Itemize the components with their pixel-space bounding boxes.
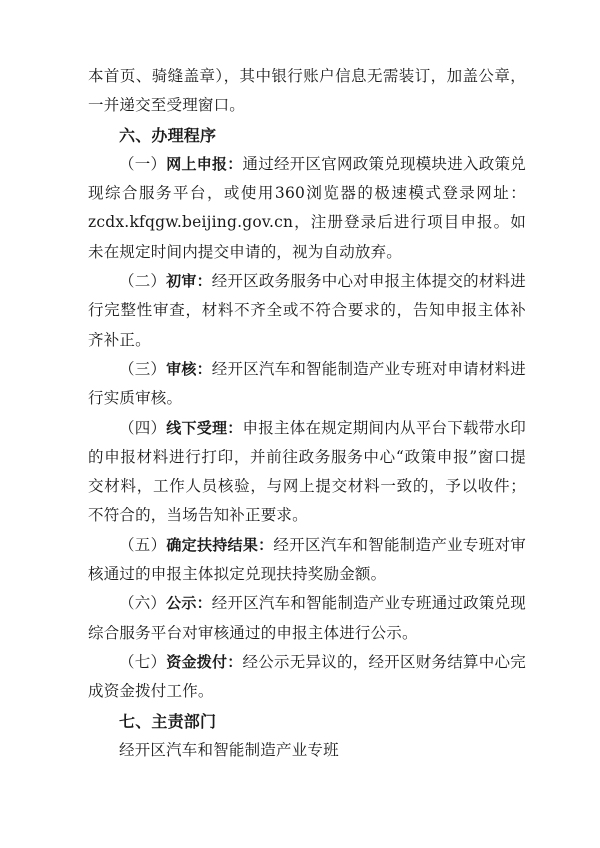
step-colon: ： (227, 418, 243, 437)
step-colon: ： (258, 535, 274, 554)
step-number: （三） (119, 359, 167, 378)
step-term: 确定扶持结果 (166, 535, 259, 554)
step-term: 资金拨付 (166, 652, 228, 671)
document-body (88, 62, 526, 765)
step-text: 经开区汽车和智能制造产业专班对申请材料进行实质审核。 (88, 359, 526, 408)
step-paragraph-offline-acceptance (88, 414, 526, 531)
step-number: （一） (119, 154, 167, 173)
step-text: 经公示无异议的，经开区财务结算中心完成资金拨付工作。 (88, 652, 527, 701)
step-colon: ： (227, 652, 243, 671)
step-colon: ： (227, 154, 243, 173)
step-paragraph-fund-disbursement (88, 648, 526, 707)
step-term: 线下受理 (166, 418, 228, 437)
step-text: 经开区汽车和智能制造产业专班通过政策兑现综合服务平台对审核通过的申报主体进行公示。 (88, 594, 526, 642)
website-url: zcdx.kfqgw.beijing.gov.cn (88, 213, 294, 232)
intro-paragraph: 本首页、骑缝盖章），其中银行账户信息无需装订，加盖公章，一并递交至受理窗口。 (88, 67, 526, 115)
step-text: 通过经开区官网政策兑现模块进入政策兑现综合服务平台，或使用360浏览器的极速模式登录网址： (88, 154, 527, 203)
step-paragraph-support-result (88, 531, 526, 590)
step-text-continued: ，注册登录后进行项目申报。如未在规定时间内提交申请的，视为自动放弃。 (88, 213, 526, 261)
step-text: 经开区汽车和智能制造产业专班对审核通过的申报主体拟定兑现扶持奖励金额。 (88, 535, 526, 584)
step-number: （五） (119, 535, 167, 554)
step-colon: ： (196, 594, 212, 613)
step-number: （六） (119, 594, 167, 613)
step-number: （四） (119, 418, 167, 437)
step-colon: ： (196, 359, 212, 378)
step-paragraph-online-application (88, 150, 526, 267)
step-term: 初审 (166, 272, 197, 291)
section-heading-procedure: 六、办理程序 (119, 125, 217, 145)
step-text: 经开区政务服务中心对申报主体提交的材料进行完整性审查，材料不齐全或不符合要求的，告知申报主体补齐补正。 (88, 272, 526, 349)
step-paragraph-initial-review (88, 267, 526, 355)
responsible-dept-text: 经开区汽车和智能制造产业专班 (119, 740, 339, 759)
step-number: （七） (119, 652, 167, 671)
step-term: 网上申报 (166, 154, 228, 173)
step-colon: ： (196, 272, 212, 291)
step-paragraph-publicity (88, 589, 526, 648)
step-paragraph-audit (88, 355, 526, 414)
step-number: （二） (119, 272, 167, 291)
step-text: 申报主体在规定期间内从平台下载带水印的申报材料进行打印，并前往政务服务中心“政策申报”窗口提交材料，工作人员核验，与网上提交材料一致的，予以收件；不符合的，当场告知补正要求。 (88, 418, 527, 525)
section-heading-responsible-dept: 七、主责部门 (119, 711, 217, 731)
step-term: 公示 (166, 594, 197, 613)
step-term: 审核 (166, 359, 197, 378)
